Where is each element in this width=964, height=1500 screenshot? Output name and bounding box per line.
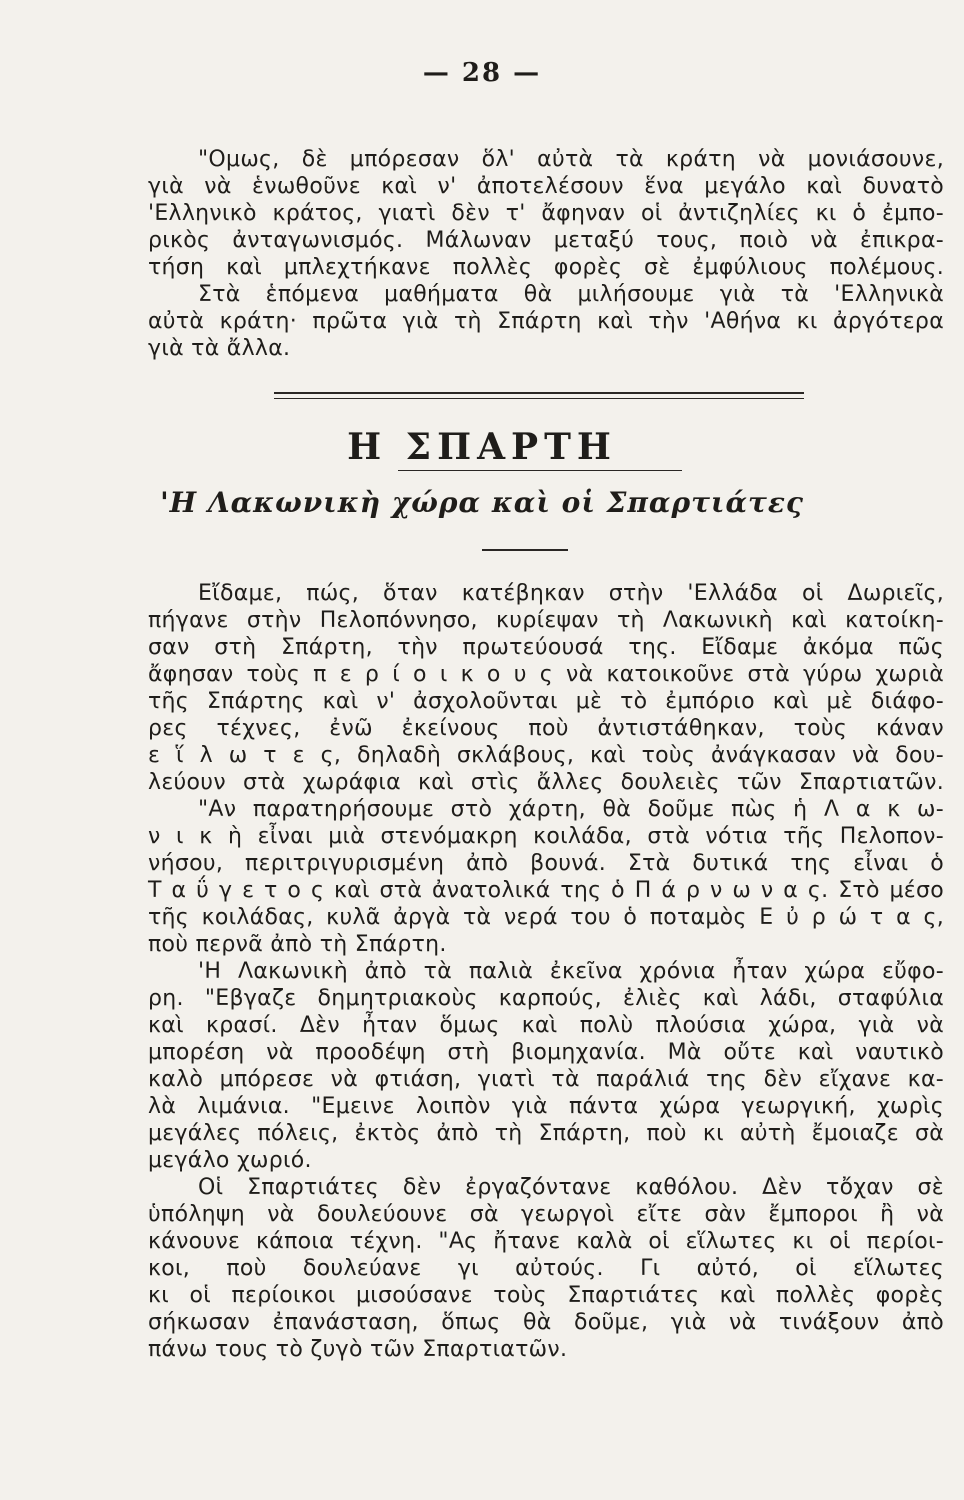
text-line: πήγανε στὴν Πελοπόννησο, κυρίεψαν τὴ Λακωνικὴ καὶ κατοίκη- (148, 608, 944, 633)
text-line: "Αν παρατηρήσουμε στὸ χάρτη, θὰ δοῦμε πὼς ἡ Λ α κ ω- (198, 797, 944, 822)
text-line: ὑπόληψη νὰ δουλεύουνε σὰ γεωργοὶ εἴτε σὰν ἔμποροι ἢ νὰ (148, 1202, 944, 1227)
text-line: μεγάλες πόλεις, ἐκτὸς ἀπὸ τὴ Σπάρτη, ποὺ κι αὐτὴ ἔμοιαζε σὰ (148, 1121, 944, 1146)
text-line: κι οἱ περίοικοι μισούσανε τοὺς Σπαρτιάτες καὶ πολλὲς φορὲς (148, 1283, 944, 1308)
text-line: γιὰ νὰ ἑνωθοῦνε καὶ ν' ἀποτελέσουν ἕνα μεγάλο καὶ δυνατὸ (148, 174, 944, 199)
text-line: γιὰ τὰ ἄλλα. (148, 336, 291, 361)
text-line: ε ἵ λ ω τ ε ς, δηλαδὴ σκλάβους, καὶ τοὺς ἀνάγκασαν νὰ δου- (148, 743, 944, 768)
subtitle-divider (482, 549, 568, 551)
text-line: ρικὸς ἀνταγωνισμός. Μάλωναν μεταξύ τους, ποιὸ νὰ ἐπικρα- (148, 228, 944, 253)
text-line: ν ι κ ὴ εἶναι μιὰ στενόμακρη κοιλάδα, στὰ νότια τῆς Πελοπον- (148, 824, 944, 849)
text-line: λεύουν στὰ χωράφια καὶ στὶς ἄλλες δουλειὲς τῶν Σπαρτιατῶν. (148, 770, 944, 795)
text-line: Εἴδαμε, πώς, ὅταν κατέβηκαν στὴν 'Ελλάδα οἱ Δωριεῖς, (198, 581, 944, 606)
text-line: ρες τέχνες, ἐνῶ ἐκείνους ποὺ ἀντιστάθηκαν, τοὺς κάναν (148, 716, 944, 741)
text-line: αὐτὰ κράτη· πρῶτα γιὰ τὴ Σπάρτη καὶ τὴν 'Αθήνα κι ἀργότερα (148, 309, 944, 334)
intro-paragraph (148, 146, 944, 362)
text-line: καλὸ μπόρεσε νὰ φτιάση, γιατὶ τὰ παράλιά της δὲν εἴχανε κα- (148, 1067, 944, 1092)
text-line: καὶ κρασί. Δὲν ἦταν ὅμως καὶ πολὺ πλούσια χώρα, γιὰ νὰ (148, 1013, 944, 1038)
text-line: ρη. "Εβγαζε δημητριακοὺς καρπούς, ἐλιὲς καὶ λάδι, σταφύλια (148, 986, 944, 1011)
text-line: τήση καὶ μπλεχτήκανε πολλὲς φορὲς σὲ ἐμφύλιους πολέμους. (148, 255, 944, 280)
section-title: Η ΣΠΑΡΤΗ (347, 426, 617, 468)
text-line: σήκωσαν ἐπανάσταση, ὅπως θὰ δοῦμε, γιὰ νὰ τινάξουν ἀπὸ (148, 1310, 944, 1335)
title-underline (398, 470, 682, 471)
text-line: 'Ελληνικὸ κράτος, γιατὶ δὲν τ' ἄφηναν οἱ ἀντιζηλίες κι ὁ ἐμπο- (148, 201, 944, 226)
text-line: σαν στὴ Σπάρτη, τὴν πρωτεύουσά της. Εἴδαμε ἀκόμα πῶς (148, 635, 944, 660)
text-line: κάνουνε κάποια τέχνη. "Ας ἤτανε καλὰ οἱ εἵλωτες κι οἱ περίοι- (148, 1229, 944, 1254)
text-line: ἄφησαν τοὺς π ε ρ ί ο ι κ ο υ ς νὰ κατοικοῦνε στὰ γύρω χωριὰ (148, 662, 944, 687)
text-line: τῆς κοιλάδας, κυλᾶ ἀργὰ τὰ νερά του ὁ ποταμὸς Ε ὐ ρ ώ τ α ς, (148, 905, 944, 930)
text-line: λὰ λιμάνια. "Εμεινε λοιπὸν γιὰ πάντα χώρα γεωργική, χωρὶς (148, 1094, 944, 1119)
text-line: ποὺ περνᾶ ἀπὸ τὴ Σπάρτη. (148, 932, 447, 957)
text-line: Στὰ ἑπόμενα μαθήματα θὰ μιλήσουμε γιὰ τὰ 'Ελληνικὰ (198, 282, 944, 307)
text-line: Τ α ΰ γ ε τ ο ς καὶ στὰ ἀνατολικά της ὁ Π ά ρ ν ω ν α ς. Στὸ μέσο (148, 878, 944, 903)
text-line: νήσου, περιτριγυρισμένη ἀπὸ βουνά. Στὰ δυτικά της εἶναι ὁ (148, 851, 944, 876)
text-line: πάνω τους τὸ ζυγὸ τῶν Σπαρτιατῶν. (148, 1337, 568, 1362)
text-line: μεγάλο χωριό. (148, 1148, 312, 1173)
text-line: τῆς Σπάρτης καὶ ν' ἀσχολοῦνται μὲ τὸ ἐμπόριο καὶ μὲ διάφο- (148, 689, 944, 714)
text-line: μπορέση νὰ προοδέψη στὴ βιομηχανία. Μὰ οὔτε καὶ ναυτικὸ (148, 1040, 944, 1065)
section-divider (274, 392, 804, 394)
text-line: 'Η Λακωνικὴ ἀπὸ τὰ παλιὰ ἐκεῖνα χρόνια ἦταν χώρα εὔφο- (198, 959, 944, 984)
text-line: κοι, ποὺ δουλεύανε γι αὐτούς. Γι αὐτό, οἱ εἵλωτες (148, 1256, 944, 1281)
section-divider (274, 398, 804, 399)
text-line: Οἱ Σπαρτιάτες δὲν ἐργαζόντανε καθόλου. Δὲν τὄχαν σὲ (198, 1175, 944, 1200)
section-subtitle: 'Η Λακωνικὴ χώρα καὶ οἱ Σπαρτιάτες (160, 486, 804, 519)
text-line: "Ομως, δὲ μπόρεσαν ὅλ' αὐτὰ τὰ κράτη νὰ μονιάσουνε, (198, 147, 944, 172)
page-number: — 28 — (422, 58, 542, 88)
body-paragraph (148, 580, 944, 1363)
